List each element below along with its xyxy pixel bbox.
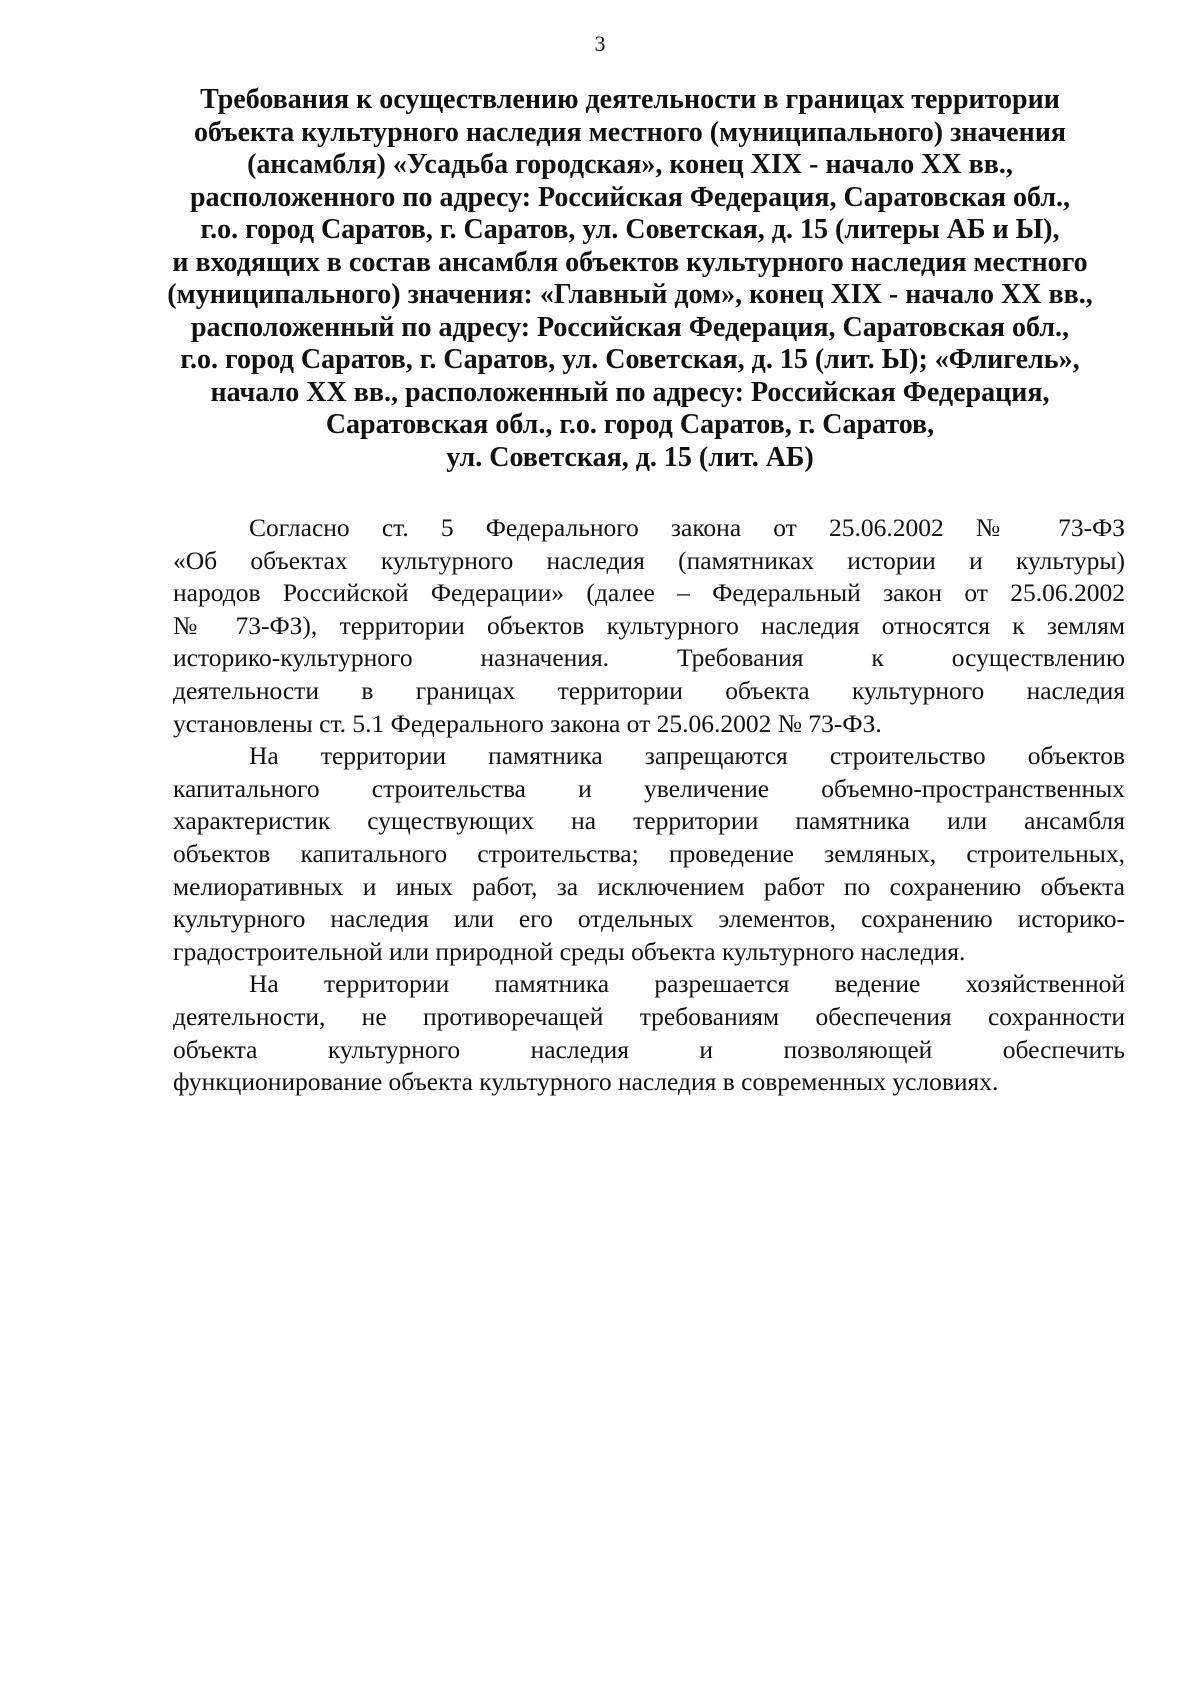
paragraph-line: Согласно ст. 5 Федерального закона от 25.06.2002 № 73-ФЗ [249, 513, 1125, 542]
paragraph-line: характеристик существующих на территории памятника или ансамбля [173, 806, 1125, 836]
title-line: (ансамбля) «Усадьба городская», конец XIX - начало XX вв., [247, 149, 1013, 180]
title-line: г.о. город Саратов, г. Саратов, ул. Советская, д. 15 (литеры АБ и Ы), [200, 214, 1060, 245]
paragraph-legal-basis [173, 512, 1125, 740]
title-line: (муниципального) значения: «Главный дом», конец XIX - начало XX вв., [167, 279, 1093, 310]
paragraph-line: «Об объектах культурного наследия (памятниках истории и культуры) [173, 545, 1125, 575]
title-line: Саратовская обл., г.о. город Саратов, г. Саратов, [325, 409, 935, 440]
paragraph-line: функционирование объекта культурного наследия в современных условиях. [173, 1067, 999, 1097]
paragraph-line: историко-культурного назначения. Требования к осуществлению [173, 643, 1125, 673]
title-line: начало XX вв., расположенный по адресу: Российская Федерация, [210, 376, 1050, 408]
paragraph-line: № 73-ФЗ), территории объектов культурного наследия относятся к землям [173, 610, 1125, 640]
page-number: 3 [594, 31, 606, 56]
title-line: расположенного по адресу: Российская Федерация, Саратовская обл., [189, 181, 1071, 213]
paragraph-line: На территории памятника запрещаются строительство объектов [249, 741, 1125, 771]
document-body [173, 512, 1125, 1099]
title-line: и входящих в состав ансамбля объектов культурного наследия местного [172, 246, 1088, 278]
paragraph-line: мелиоративных и иных работ, за исключением работ по сохранению объекта [173, 871, 1125, 901]
paragraph-line: народов Российской Федерации» (далее – Федеральный закон от 25.06.2002 [173, 578, 1125, 608]
paragraph-line: деятельности, не противоречащей требованиям обеспечения сохранности [173, 1001, 1125, 1031]
paragraph-line: объекта культурного наследия и позволяющей обеспечить [173, 1034, 1125, 1064]
document-title [160, 84, 1100, 474]
paragraph-line: культурного наследия или его отдельных элементов, сохранению историко- [173, 904, 1125, 934]
paragraph-line: капитального строительства и увеличение объемно-пространственных [173, 773, 1125, 803]
title-line: г.о. город Саратов, г. Саратов, ул. Советская, д. 15 (лит. Ы); «Флигель», [180, 344, 1080, 375]
paragraph-permissions [173, 968, 1125, 1098]
title-line: Требования к осуществлению деятельности в границах территории [200, 84, 1060, 115]
paragraph-line: объектов капитального строительства; проведение земляных, строительных, [173, 838, 1125, 868]
title-line: ул. Советская, д. 15 (лит. АБ) [446, 441, 814, 473]
paragraph-prohibitions [173, 740, 1125, 968]
paragraph-line: деятельности в границах территории объекта культурного наследия [173, 675, 1125, 705]
paragraph-line: На территории памятника разрешается ведение хозяйственной [249, 969, 1125, 999]
title-line: объекта культурного наследия местного (муниципального) значения [193, 116, 1067, 148]
paragraph-line: установлены ст. 5.1 Федерального закона от 25.06.2002 № 73-ФЗ. [173, 708, 882, 738]
title-line: расположенный по адресу: Российская Федерация, Саратовская обл., [190, 311, 1070, 343]
paragraph-line: градостроительной или природной среды объекта культурного наследия. [173, 936, 966, 966]
